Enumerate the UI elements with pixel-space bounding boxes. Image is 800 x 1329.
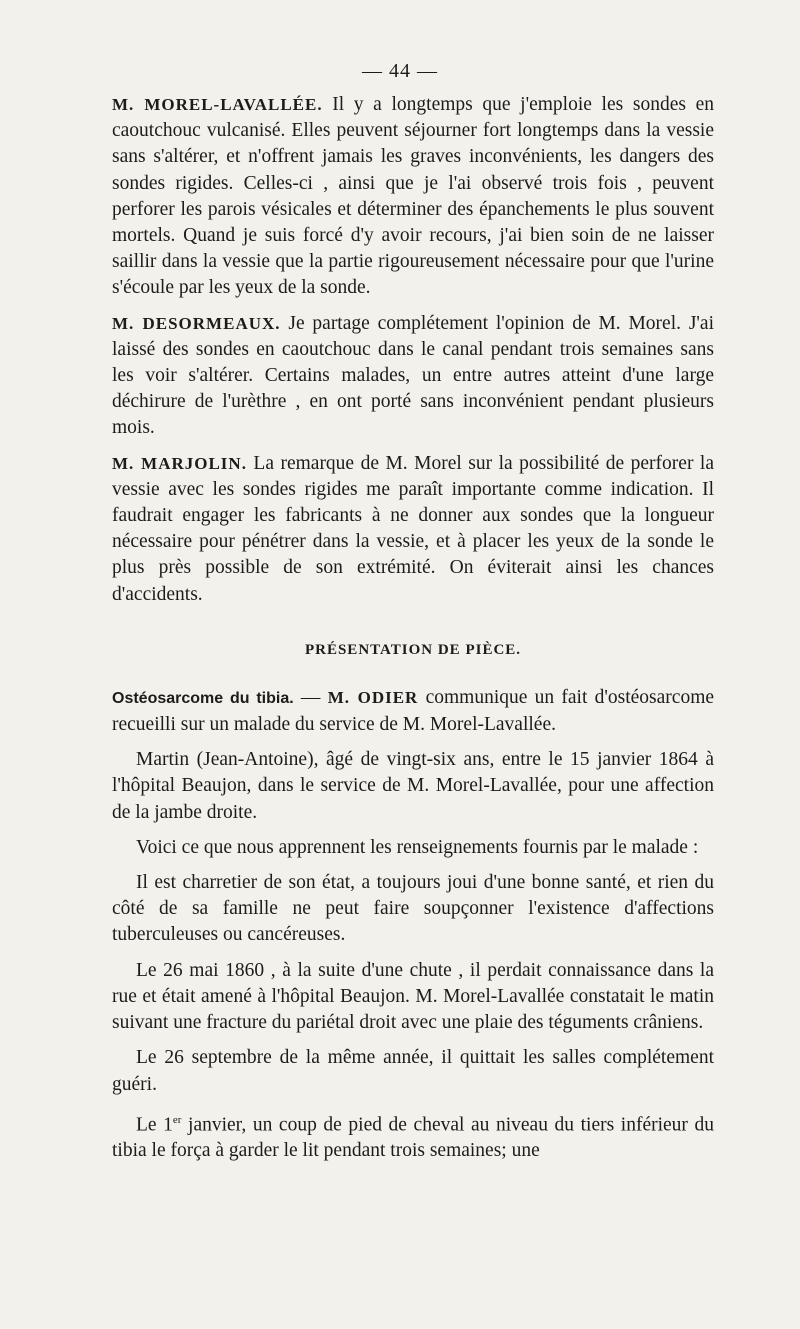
speaker-name: M. DESORMEAUX. bbox=[112, 313, 281, 333]
case-paragraph-3: Il est charretier de son état, a toujours joui d'une bonne santé, et rien du côté de sa famille ne peut faire soupçonner l'existence d'affections tuberculeuses ou cancéreuses. bbox=[112, 872, 714, 946]
case-dash: — bbox=[293, 686, 328, 708]
case-paragraph-1: Martin (Jean-Antoine), âgé de vingt-six ans, entre le 15 janvier 1864 à l'hôpital Beaujon, dans le service de M. Morel-Lavallée, pour une affection de la jambe droite. bbox=[112, 749, 714, 823]
section-heading: PRÉSENTATION DE PIÈCE. bbox=[304, 641, 522, 658]
case-paragraph-4: Le 26 mai 1860 , à la suite d'une chute , il perdait connaissance dans la rue et était amené à l'hôpital Beaujon. M. Morel-Lavallée constatait le matin suivant une fracture du pariétal droit avec une plaie des téguments crâniens. bbox=[112, 959, 714, 1034]
case-paragraph-5: Le 26 septembre de la même année, il quittait les salles complétement guéri. bbox=[112, 1047, 714, 1095]
paragraph-morel bbox=[112, 92, 714, 302]
paragraph-text: Il y a longtemps que j'emploie les sondes en caoutchouc vulcanisé. Elles peuvent séjourner fort longtemps dans la vessie sans s'altérer, et n'offrent jamais les graves inconvénients, les dangers des sondes rigides. Celles-ci , ainsi que je l'ai observé trois fois , peuvent perforer les parois vésicales et déterminer des épanchements le plus souvent mortels. Quand je suis forcé d'y avoir recours, j'ai bien soin de ne laisser saillir dans la vessie que la partie rigoureusement nécessaire pour que l'urine s'écoule par les yeux de la sonde. bbox=[112, 94, 714, 299]
case-intro bbox=[112, 685, 714, 738]
case-paragraph-2: Voici ce que nous apprennent les renseignements fournis par le malade : bbox=[136, 836, 699, 858]
speaker-name: M. MARJOLIN. bbox=[112, 453, 247, 473]
paragraph-desormeaux bbox=[112, 311, 714, 442]
superscript: er bbox=[172, 1113, 182, 1126]
paragraph-text: Je partage complétement l'opinion de M. Morel. J'ai laissé des sondes en caoutchouc dans le canal pendant trois semaines sans les voir s'altérer. Certains malades, un entre autres atteint d'une large déchirure de l'urèthre , en ont porté sans inconvénient pendant plusieurs mois. bbox=[112, 312, 714, 439]
text-column bbox=[112, 92, 714, 1174]
case-paragraph-6 bbox=[112, 1107, 714, 1165]
case-title: Ostéosarcome du tibia. bbox=[112, 689, 294, 707]
page-number: — 44 — bbox=[362, 60, 438, 82]
paragraph-text: janvier, un coup de pied de cheval au niveau du tiers inférieur du tibia le força à garder le lit pendant trois semaines; une bbox=[112, 1114, 714, 1162]
speaker-name: M. ODIER bbox=[327, 687, 419, 707]
speaker-name: M. MOREL-LAVALLÉE. bbox=[112, 95, 323, 114]
paragraph-marjolin bbox=[112, 451, 714, 608]
paragraph-text: Le 1 bbox=[136, 1114, 173, 1136]
paragraph-text: La remarque de M. Morel sur la possibilité de perforer la vessie avec les sondes rigides me paraît importante comme indication. Il faudrait engager les fabricants à ne donner aux sondes que la longueur nécessaire pour pénétrer dans la vessie, et à placer les yeux de la sonde le plus près possible de son extrémité. On éviterait ainsi les chances d'accidents. bbox=[112, 452, 714, 605]
paragraph-text: communique un fait d'ostéosarcome recueilli sur un malade du service de M. Morel-Lavallée. bbox=[112, 686, 715, 736]
